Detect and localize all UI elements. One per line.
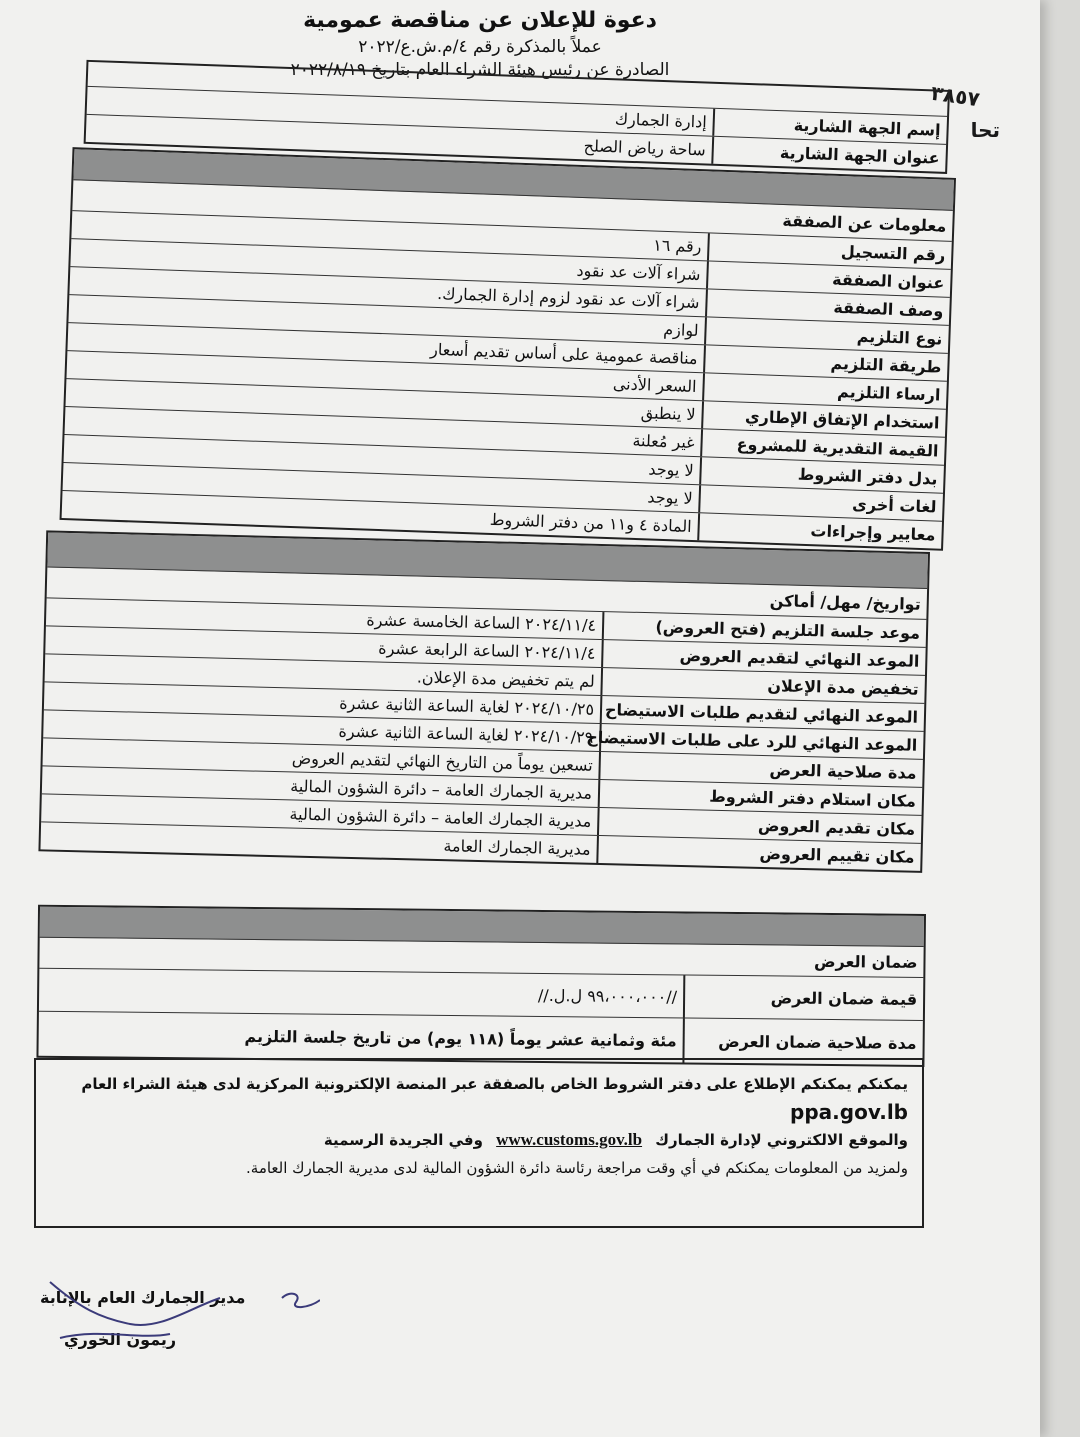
row-value: مديرية الجمارك العامة – دائرة الشؤون المالية (289, 804, 592, 831)
row-label: إسم الجهة الشارية (712, 109, 947, 144)
row-value: مديرية الجمارك العامة (443, 836, 591, 859)
row-label: عنوان الصفقة (706, 261, 951, 296)
dates-table (38, 530, 930, 873)
row-value: //٩٩،٠٠٠،٠٠٠ ل.ل.// (537, 985, 678, 1006)
margin-number: ٣٨٥٧ (929, 80, 982, 112)
notice-line-1: يمكنكم يمكنكم الإطلاع على دفتر الشروط الخاص بالصفقة عبر المنصة الإلكترونية المركزية لدى هيئة الشراء العام (81, 1075, 908, 1093)
row-label: ارساء التلزيم (702, 373, 947, 408)
row-value: مديرية الجمارك العامة – دائرة الشؤون المالية (290, 776, 593, 803)
row-value: شراء آلات عد نقود لزوم إدارة الجمارك. (436, 283, 700, 313)
notice-line-3-end: وفي الجريدة الرسمية (323, 1131, 483, 1149)
row-label: مكان استلام دفتر الشروط (598, 780, 923, 815)
row-label: تخفيض مدة الإعلان (600, 668, 925, 703)
ppa-site: ppa.gov.lb (790, 1100, 908, 1124)
row-value: لوازم (662, 319, 699, 341)
row-value: ٢٠٢٤/١٠/٢٩ لغاية الساعة الثانية عشرة (338, 721, 594, 747)
row-label: لغات أخرى (698, 485, 943, 520)
row-value: ٢٠٢٤/١١/٤ الساعة الخامسة عشرة (366, 610, 597, 635)
row-label: الموعد النهائي للرد على طلبات الاستيضاح (599, 724, 924, 759)
document-title: دعوة للإعلان عن مناقصة عمومية (303, 8, 657, 33)
issue-line: الصادرة عن رئيس هيئة الشراء العام بتاريخ ٢٠٢٢/٨/١٩ (290, 60, 670, 80)
row-value: لا يوجد (647, 487, 693, 508)
section-title: ضمان العرض (39, 938, 923, 978)
row-label: الموعد النهائي لتقديم العروض (601, 640, 926, 675)
row-value: ساحة رياض الصلح (583, 136, 707, 160)
notice-line-4: ولمزيد من المعلومات يمكنكم في أي وقت مراجعة رئاسة دائرة الشؤون المالية لدى مديرية الجمارك العامة. (246, 1159, 908, 1177)
row-value: المادة ٤ و١١ من دفتر الشروط (489, 509, 693, 536)
row-value: لا يوجد (648, 459, 694, 481)
deal-table (60, 147, 956, 551)
row-label: وصف الصفقة (705, 289, 950, 324)
row-value: رقم ١٦ (652, 235, 702, 257)
row-label: معايير وإجراءات (697, 513, 942, 548)
memo-reference: عملاً بالمذكرة رقم ٤/م.ش.ع/٢٠٢٢ (358, 37, 602, 57)
row-label: موعد جلسة التلزيم (فتح العروض) (602, 612, 927, 647)
handwritten-signature (20, 1268, 320, 1358)
section-title: معلومات عن الصفقة (72, 180, 953, 242)
row-value: ٢٠٢٤/١١/٤ الساعة الرابعة عشرة (378, 638, 596, 663)
row-value: إدارة الجمارك (614, 109, 708, 132)
row-label: استخدام الإتفاق الإطاري (701, 401, 946, 436)
row-value: ٢٠٢٤/١٠/٢٥ لغاية الساعة الثانية عشرة (339, 693, 595, 719)
row-label: بدل دفتر الشروط (699, 457, 944, 492)
row-label: نوع التلزيم (704, 317, 949, 352)
row-label: رقم التسجيل (707, 233, 952, 268)
notice-line-3-start: والموقع الالكتروني لإدارة الجمارك (655, 1131, 908, 1149)
customs-website-link[interactable]: www.customs.gov.lb (496, 1130, 643, 1149)
row-value: تسعين يوماً من التاريخ النهائي لتقديم العروض (291, 748, 593, 775)
table-row (38, 1012, 922, 1065)
row-label: مدة صلاحية العرض (598, 752, 923, 787)
row-label: القيمة التقديرية للمشروع (700, 429, 945, 464)
notice-box (34, 1058, 924, 1228)
row-value: لم يتم تخفيض مدة الإعلان. (416, 667, 595, 691)
row-label: مكان تقديم العروض (597, 808, 922, 843)
row-label: عنوان الجهة الشارية (711, 137, 946, 172)
row-value: شراء آلات عد نقود (576, 260, 701, 285)
row-value: لا ينطبق (640, 403, 696, 425)
row-value: غير مُعلنة (632, 430, 695, 453)
signatory-name: ريمون الخوري (64, 1330, 177, 1349)
row-label: مدة صلاحية ضمان العرض (682, 1018, 922, 1065)
margin-word: تحا (970, 118, 1000, 142)
section-title: تواريخ/ مهل/ أماكن (47, 567, 927, 619)
notice-line-3 (50, 1126, 908, 1154)
row-value: مئة وثمانية عشر يوماً (١١٨ يوم) من تاريخ جلسة التلزيم (244, 1026, 677, 1050)
row-label: قيمة ضمان العرض (683, 975, 923, 1020)
signatory-title: مدير الجمارك العام بالإنابة (40, 1288, 246, 1307)
row-label: الموعد النهائي لتقديم طلبات الاستيضاح (600, 696, 925, 731)
row-value: مناقصة عمومية على أساس تقديم أسعار (429, 339, 698, 369)
row-value: السعر الأدنى (612, 374, 697, 397)
row-label: طريقة التلزيم (703, 345, 948, 380)
row-label: مكان تقييم العروض (596, 836, 921, 871)
guarantee-table (36, 905, 926, 1067)
